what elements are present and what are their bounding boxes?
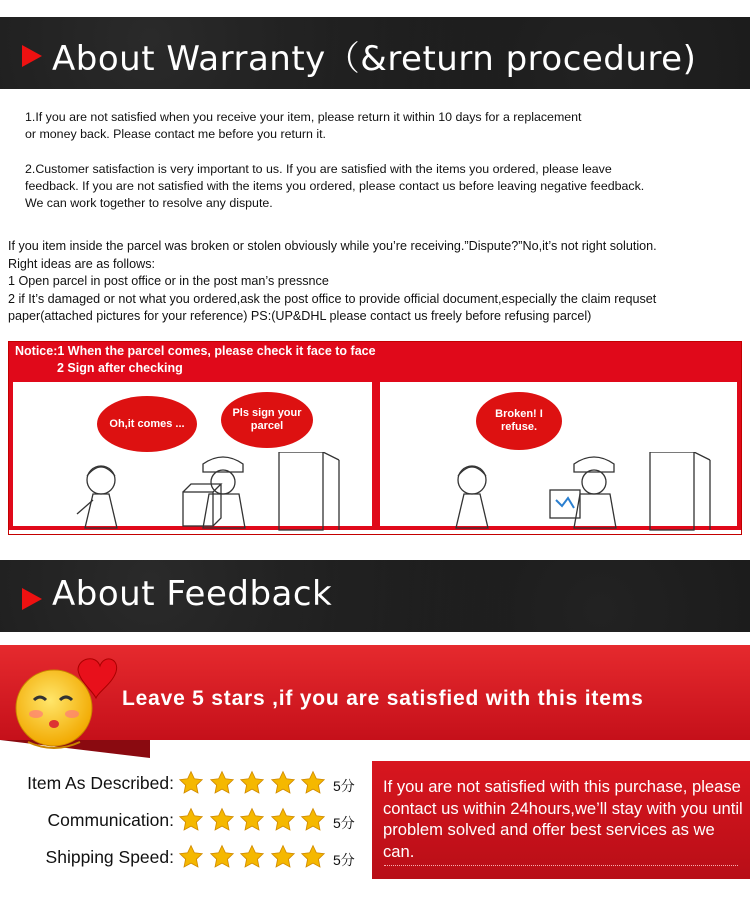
speech-bubble: Broken! I refuse. — [476, 392, 562, 450]
star-group — [178, 807, 331, 837]
star-group — [178, 844, 331, 874]
star-icon — [209, 844, 235, 870]
warranty-point-1-line-1: 1.If you are not satisfied when you receive your item, please return it within 10 days for a replacement — [25, 110, 582, 124]
star-icon — [270, 844, 296, 870]
dispute-line-4: 2 if It’s damaged or not what you ordered,ask the post office to provide official document,especially the claim requset — [8, 291, 657, 306]
rating-row-item-as-described — [0, 770, 370, 800]
notice-panel-refuse — [376, 378, 741, 530]
dispute-line-5: paper(attached pictures for your reference) PS:(UP&DHL please contact us freely before refusing parcel) — [8, 309, 592, 323]
star-icon — [239, 844, 265, 870]
star-icon — [178, 770, 204, 796]
warranty-point-2-line-2: feedback. If you are not satisfied with the items you ordered, please contact us before leaving negative feedback. — [25, 179, 645, 193]
rating-label: Shipping Speed: — [45, 847, 174, 867]
notice-line-1: Notice:1 When the parcel comes, please check it face to face — [15, 344, 376, 358]
warranty-point-2 — [25, 161, 745, 212]
dotted-divider — [384, 865, 738, 866]
star-icon — [300, 807, 326, 833]
warranty-point-1-line-2: or money back. Please contact me before you return it. — [25, 127, 326, 141]
rating-row-communication — [0, 807, 370, 837]
star-icon — [239, 807, 265, 833]
rating-score: 5分 — [333, 852, 355, 868]
speech-bubble: Oh,it comes ... — [97, 396, 197, 452]
rating-score: 5分 — [333, 815, 355, 831]
dispute-line-2: Right ideas are as follows: — [8, 256, 155, 271]
smiley-heart-icon — [8, 650, 118, 755]
feedback-banner — [0, 560, 750, 632]
dispute-line-3: 1 Open parcel in post office or in the post man’s pressnce — [8, 274, 329, 288]
star-icon — [178, 844, 204, 870]
notice-line-2: 2 Sign after checking — [57, 361, 183, 375]
star-icon — [239, 770, 265, 796]
warranty-point-1 — [25, 109, 745, 143]
warranty-title: About Warranty（&return procedure) — [52, 39, 697, 79]
speech-bubble: Pls sign your parcel — [221, 392, 313, 448]
leave-5-stars-text: Leave 5 stars ,if you are satisfied with this items — [122, 687, 644, 710]
contact-info-text: If you are not satisfied with this purchase, please contact us within 24hours,we’ll stay with you until problem solved and offer best services as we can. — [383, 777, 743, 861]
star-icon — [209, 770, 235, 796]
contact-info-box — [372, 761, 750, 879]
notice-header — [9, 342, 741, 378]
rating-label: Item As Described: — [27, 773, 174, 793]
warranty-point-2-line-1: 2.Customer satisfaction is very important to us. If you are satisfied with the items you ordered, please leave — [25, 162, 612, 176]
star-icon — [209, 807, 235, 833]
delivery-scene-illustration — [63, 452, 373, 532]
warranty-banner — [0, 17, 750, 89]
dispute-section — [8, 238, 750, 326]
rating-score: 5分 — [333, 778, 355, 794]
star-icon — [300, 770, 326, 796]
warranty-point-2-line-3: We can work together to resolve any dispute. — [25, 196, 273, 210]
rating-row-shipping-speed — [0, 844, 370, 874]
refuse-scene-illustration — [434, 452, 734, 532]
star-icon — [300, 844, 326, 870]
star-icon — [178, 807, 204, 833]
star-group — [178, 770, 331, 800]
red-arrow-icon — [22, 45, 42, 67]
notice-illustration — [8, 341, 742, 535]
feedback-title: About Feedback — [52, 574, 333, 614]
notice-panel-accept — [9, 378, 376, 530]
red-arrow-icon — [22, 588, 42, 610]
dispute-line-1: If you item inside the parcel was broken or stolen obviously while you’re receiving.”Dispute?”No,it’s not right solution. — [8, 239, 657, 253]
rating-label: Communication: — [47, 810, 174, 830]
star-icon — [270, 770, 296, 796]
star-icon — [270, 807, 296, 833]
